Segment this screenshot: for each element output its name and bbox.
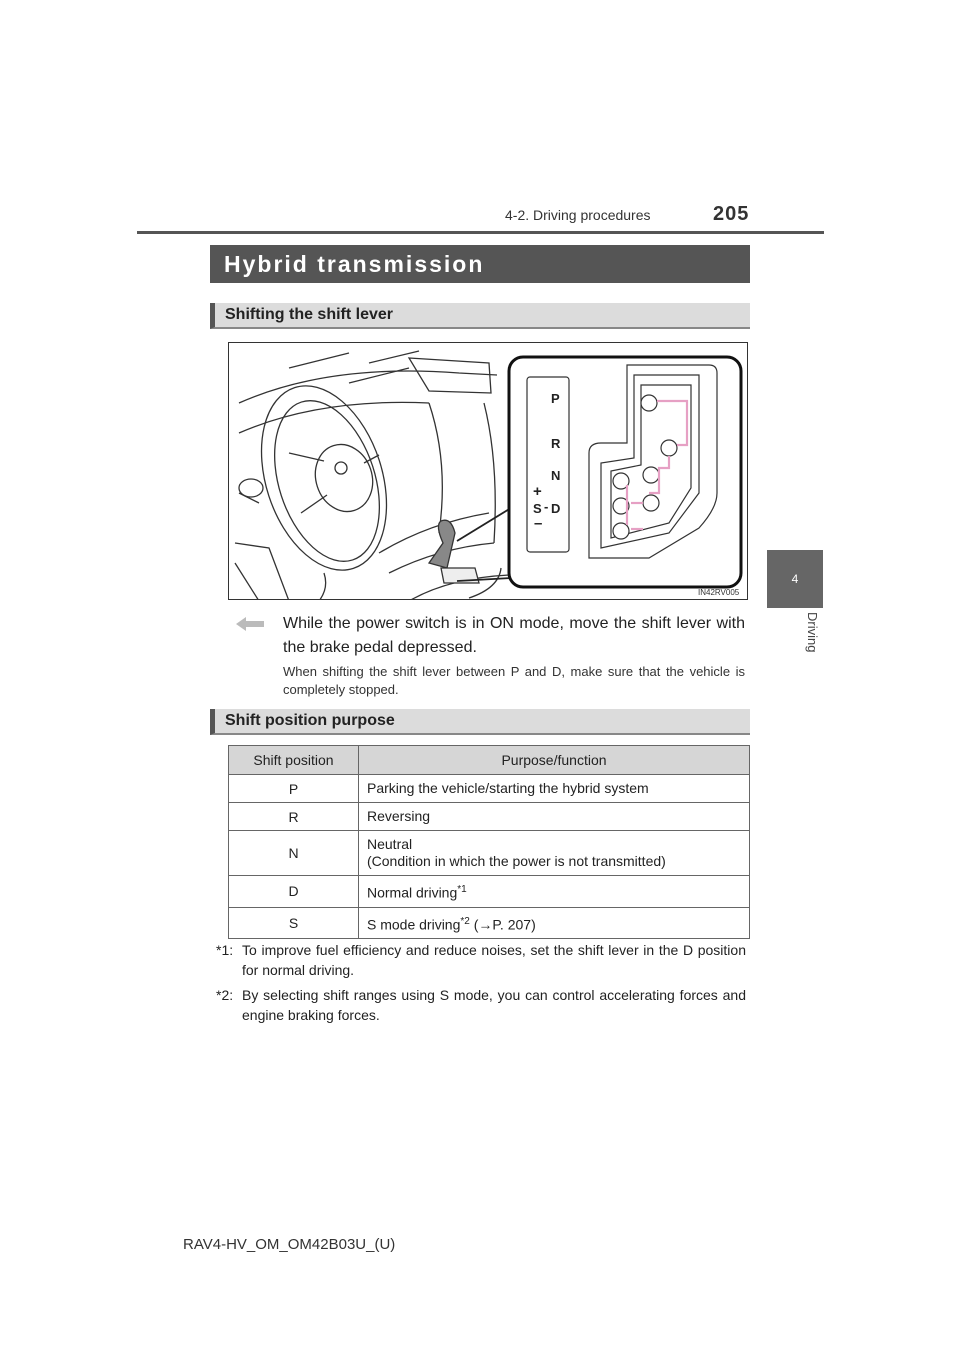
table-row <box>229 876 750 908</box>
cell-purpose-line2: (Condition in which the power is not transmitted) <box>367 853 666 869</box>
shift-lever-illustration <box>228 342 748 600</box>
table-row <box>229 775 750 803</box>
page-reference: (→P. 207) <box>473 916 536 933</box>
instruction-text: While the power switch is in ON mode, move the shift lever with the brake pedal depressed. <box>283 615 745 656</box>
cell-position: S <box>229 907 359 939</box>
section-heading-text: Shifting the shift lever <box>225 306 394 323</box>
footnote-mark: *2: <box>216 987 234 1003</box>
gate-label-n: N <box>551 468 561 483</box>
running-header-section: 4-2. Driving procedures <box>505 207 651 223</box>
table-row <box>229 803 750 831</box>
column-header-purpose: Purpose/function <box>359 746 750 775</box>
gate-label-d: D <box>551 501 561 516</box>
page-number: 205 <box>713 203 750 225</box>
gate-label-p: P <box>551 391 560 406</box>
table-row <box>229 907 750 939</box>
chapter-tab-number: 4 <box>791 572 799 586</box>
instruction-arrow-icon <box>236 617 264 631</box>
header-rule <box>137 231 824 234</box>
section-heading-purpose <box>210 709 750 735</box>
page-title: Hybrid transmission <box>210 245 750 283</box>
shift-position-table <box>228 745 750 939</box>
chapter-tab-label: Driving <box>805 612 820 653</box>
footnote-ref: *1 <box>457 884 467 895</box>
gate-label-dash: - <box>544 499 549 514</box>
cell-position: P <box>229 775 359 803</box>
instruction-note: When shifting the shift lever between P and D, make sure that the vehicle is completely stopped. <box>283 664 745 697</box>
cell-purpose: Reversing <box>359 803 750 831</box>
figure-code: IN42RV005 <box>698 588 740 597</box>
column-header-position: Shift position <box>229 746 359 775</box>
gate-label-s: S <box>533 501 542 516</box>
gate-label-minus: – <box>534 515 543 532</box>
gate-label-plus: + <box>533 483 542 500</box>
section-heading-text: Shift position purpose <box>225 712 395 729</box>
cell-position: R <box>229 803 359 831</box>
cell-purpose: Parking the vehicle/starting the hybrid system <box>359 775 750 803</box>
chapter-tab <box>767 550 823 608</box>
manual-code-footer: RAV4-HV_OM_OM42B03U_(U) <box>183 1236 396 1253</box>
gate-label-r: R <box>551 436 561 451</box>
footnote-text: To improve fuel efficiency and reduce noises, set the shift lever in the D position for normal driving. <box>242 942 746 978</box>
table-row <box>229 831 750 876</box>
footnote-text: By selecting shift ranges using S mode, you can control accelerating forces and engine braking forces. <box>242 987 746 1023</box>
section-heading-shifting <box>210 303 750 329</box>
cell-purpose <box>359 876 750 908</box>
cell-position: D <box>229 876 359 908</box>
cell-purpose-text: Normal driving <box>367 884 458 901</box>
cell-position: N <box>229 831 359 876</box>
cell-purpose-line1: Neutral <box>367 836 413 852</box>
cell-purpose-text: S mode driving <box>367 916 461 933</box>
footnote-ref: *2 <box>460 915 470 927</box>
footnote-mark: *1: <box>216 942 234 958</box>
cell-purpose <box>359 907 750 939</box>
cabin-drawing <box>229 343 748 600</box>
cell-purpose <box>359 831 750 876</box>
table-header-row <box>229 746 750 775</box>
